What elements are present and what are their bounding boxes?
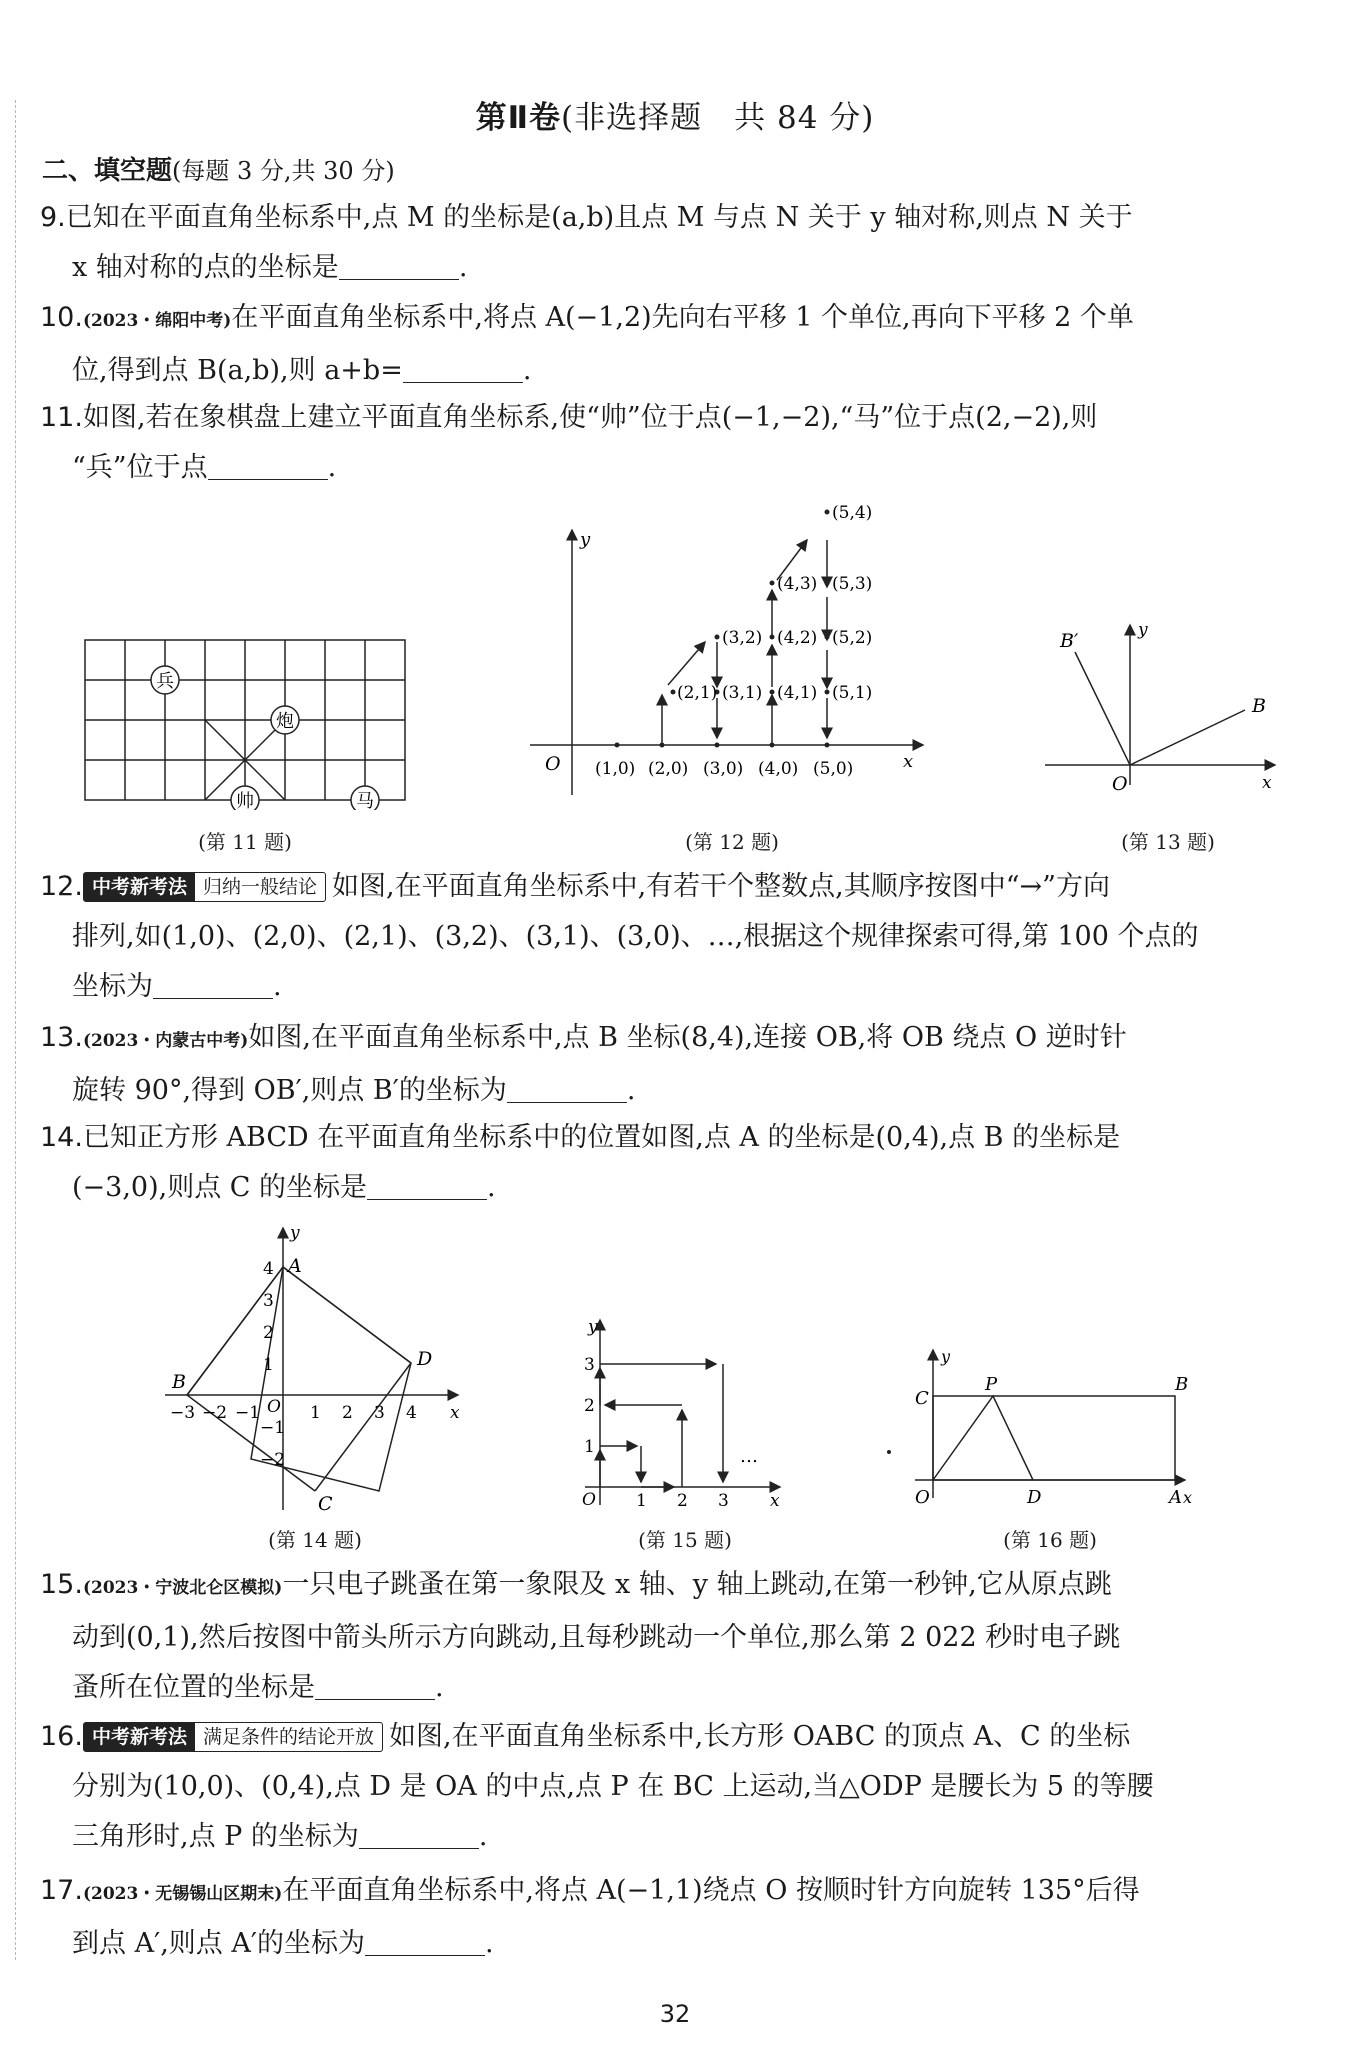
question-number: 16.: [40, 1721, 83, 1752]
paper-section-title: [0, 92, 1350, 137]
x-tick-label: 2: [342, 1403, 353, 1423]
question-text: 如图,在平面直角坐标系中,点 B 坐标(8,4),连接 OB,将 OB 绕点 O 逆时针: [248, 1022, 1127, 1053]
origin-label: O: [545, 753, 561, 775]
point-label: (4,1): [777, 683, 818, 703]
y-tick-label: −2: [260, 1450, 286, 1470]
title-volume: 第Ⅱ卷: [475, 100, 562, 136]
question-text: 旋转 90°,得到 OB′,则点 B′的坐标为: [72, 1075, 507, 1106]
question-number: 14.: [40, 1122, 83, 1153]
x-tick-label: 4: [406, 1403, 417, 1423]
y-tick-label: 1: [263, 1355, 274, 1375]
x-tick-label: −1: [235, 1403, 261, 1423]
x-tick-label: 2: [677, 1491, 688, 1511]
rectangle-oabc: [933, 1396, 1175, 1480]
origin-label: O: [582, 1490, 596, 1510]
point-p-label: P: [985, 1374, 998, 1395]
tag-label: 中考新考法: [84, 1723, 195, 1751]
section-heading: [42, 150, 395, 187]
point-label: (5,1): [832, 683, 873, 703]
punctuation: .: [273, 971, 282, 1002]
segment-ob-prime: [1075, 652, 1130, 765]
question-number: 10.: [40, 302, 83, 333]
point-label: (3,0): [703, 759, 744, 779]
title-note: (非选择题 共 84 分): [561, 100, 875, 136]
answer-blank[interactable]: [208, 451, 328, 480]
answer-blank[interactable]: [315, 1671, 435, 1700]
x-axis-label: x: [1262, 773, 1272, 793]
point-label: (3,2): [722, 628, 763, 648]
point-b-prime-label: B′: [1060, 630, 1079, 652]
y-tick-label: 1: [584, 1437, 595, 1457]
answer-blank[interactable]: [507, 1074, 627, 1103]
question-12: [40, 862, 1320, 1012]
punctuation: .: [522, 355, 532, 386]
question-text: 一只电子跳蚤在第一象限及 x 轴、y 轴上跳动,在第一秒钟,它从原点跳: [282, 1569, 1112, 1600]
tag-label: 中考新考法: [84, 873, 195, 901]
question-text: 如图,若在象棋盘上建立平面直角坐标系,使“帅”位于点(−1,−2),“马”位于点(2,−2),则: [82, 402, 1098, 433]
point-label: (4,0): [758, 759, 799, 779]
question-text: 坐标为: [72, 971, 153, 1002]
question-11: [40, 393, 1320, 493]
y-axis-label: y: [580, 529, 591, 550]
svg-text:兵: 兵: [156, 671, 174, 692]
punctuation: .: [478, 1821, 488, 1852]
chess-piece-bing: [151, 666, 179, 694]
x-tick-label: 3: [718, 1491, 729, 1511]
question-tag: [83, 1722, 383, 1752]
question-number: 11.: [40, 402, 83, 433]
question-text: 蚤所在位置的坐标是: [72, 1672, 315, 1703]
question-text: 动到(0,1),然后按图中箭头所示方向跳动,且每秒跳动一个单位,那么第 2 022 秒时电子跳: [72, 1622, 1121, 1653]
point-a-label: A: [1169, 1487, 1182, 1508]
point-label: (4,3): [777, 574, 818, 594]
svg-text:帅: 帅: [236, 791, 254, 810]
chess-piece-shuai: [231, 786, 259, 810]
figure-14-square: [160, 1220, 470, 1520]
continuation-ellipsis: …: [740, 1446, 758, 1467]
point-label: (5,3): [832, 574, 873, 594]
question-text: 如图,在平面直角坐标系中,有若干个整数点,其顺序按图中“→”方向: [331, 871, 1110, 902]
x-tick-label: −2: [202, 1403, 228, 1423]
question-text: 在平面直角坐标系中,将点 A(−1,2)先向右平移 1 个单位,再向下平移 2 个单: [231, 302, 1134, 333]
chess-piece-pao: [271, 706, 299, 734]
figure-16-caption: (第 16 题): [1003, 1528, 1097, 1552]
question-source: (2023・绵阳中考): [82, 311, 232, 331]
x-axis-label: x: [903, 751, 914, 772]
y-tick-label: 3: [584, 1355, 595, 1375]
point-c-label: C: [318, 1493, 333, 1515]
origin-label: O: [1112, 773, 1128, 795]
question-16: [40, 1712, 1320, 1862]
section-note: (每题 3 分,共 30 分): [172, 157, 395, 185]
punctuation: .: [487, 1172, 496, 1203]
question-14: [40, 1113, 1320, 1213]
figure-11-chessboard: [80, 630, 410, 810]
question-text: 已知在平面直角坐标系中,点 M 的坐标是(a,b)且点 M 与点 N 关于 y 轴对称,则点 N 关于: [65, 202, 1133, 233]
point-label: (2,0): [648, 759, 689, 779]
page-number: 32: [659, 2000, 691, 2028]
figure-13-caption: (第 13 题): [1121, 830, 1215, 854]
x-axis-label: x: [770, 1491, 780, 1511]
answer-blank[interactable]: [359, 1820, 479, 1849]
origin-label: O: [267, 1397, 281, 1417]
question-text: 分别为(10,0)、(0,4),点 D 是 OA 的中点,点 P 在 BC 上运动,当△ODP 是腰长为 5 的等腰: [72, 1771, 1154, 1802]
figure-15-caption: (第 15 题): [638, 1528, 732, 1552]
figure-12-lattice-points: [525, 495, 945, 815]
x-tick-label: −3: [170, 1403, 196, 1423]
answer-blank[interactable]: [153, 970, 273, 999]
y-tick-label: 2: [263, 1323, 274, 1343]
x-tick-label: 1: [636, 1491, 647, 1511]
question-source: (2023・内蒙古中考): [82, 1031, 249, 1051]
question-text: 已知正方形 ABCD 在平面直角坐标系中的位置如图,点 A 的坐标是(0,4),点 B 的坐标是: [82, 1122, 1121, 1153]
point-d-label: D: [1027, 1487, 1042, 1508]
question-13: [40, 1013, 1320, 1116]
question-number: 15.: [40, 1569, 83, 1600]
point-label: (3,1): [722, 683, 763, 703]
point-b-label: B: [172, 1371, 186, 1393]
question-15: [40, 1560, 1320, 1713]
y-axis-label: y: [941, 1347, 951, 1366]
tag-topic: 满足条件的结论开放: [202, 1726, 374, 1748]
question-number: 12.: [40, 871, 83, 902]
point-label: (5,2): [832, 628, 873, 648]
question-source: (2023・宁波北仑区模拟): [82, 1578, 283, 1598]
chess-piece-ma: [351, 786, 379, 810]
figure-15-flea-path: [570, 1310, 790, 1520]
question-text: 排列,如(1,0)、(2,0)、(2,1)、(3,2)、(3,1)、(3,0)、…,根据这个规律探索可得,第 100 个点的: [72, 921, 1199, 952]
question-text: “兵”位于点: [72, 452, 208, 483]
figure-16-rectangle: [885, 1340, 1200, 1520]
x-axis-label: x: [1183, 1488, 1193, 1507]
question-source: (2023・无锡锡山区期末): [82, 1884, 283, 1904]
point-label: (5,4): [832, 503, 873, 523]
svg-text:马: 马: [356, 791, 374, 810]
question-number: 9.: [40, 202, 66, 233]
question-text: 在平面直角坐标系中,将点 A(−1,1)绕点 O 按顺时针方向旋转 135°后得: [282, 1875, 1140, 1906]
punctuation: .: [626, 1075, 636, 1106]
segment-ob: [1130, 710, 1245, 765]
point-c-label: C: [915, 1388, 929, 1409]
triangle-odp: [933, 1396, 1033, 1480]
figure-14-caption: (第 14 题): [268, 1528, 362, 1552]
y-tick-label: 4: [263, 1259, 274, 1279]
figure-11-caption: (第 11 题): [198, 830, 292, 854]
point-label: (2,1): [677, 683, 718, 703]
x-tick-label: 3: [374, 1403, 385, 1423]
answer-blank[interactable]: [367, 1171, 487, 1200]
question-tag: [83, 872, 326, 902]
y-tick-label: 3: [263, 1291, 274, 1311]
y-axis-label: y: [588, 1317, 598, 1337]
origin-label: O: [915, 1487, 930, 1508]
question-17: [40, 1866, 1320, 1969]
punctuation: .: [458, 252, 468, 283]
question-text: 位,得到点 B(a,b),则 a+b=: [72, 355, 403, 386]
point-label: (4,2): [777, 628, 818, 648]
figure-12-caption: (第 12 题): [685, 830, 779, 854]
answer-blank[interactable]: [403, 354, 523, 383]
y-axis-label: y: [290, 1223, 300, 1243]
y-axis-label: y: [1138, 620, 1148, 640]
point-d-label: D: [417, 1348, 433, 1370]
x-tick-label: 1: [310, 1403, 321, 1423]
figure-13-rotation: [1040, 615, 1290, 795]
question-text: 到点 A′,则点 A′的坐标为: [72, 1928, 366, 1959]
question-text: 如图,在平面直角坐标系中,长方形 OABC 的顶点 A、C 的坐标: [388, 1721, 1131, 1752]
section-label: 二、填空题: [42, 156, 173, 186]
question-number: 17.: [40, 1875, 83, 1906]
tag-topic: 归纳一般结论: [202, 876, 317, 898]
y-tick-label: −1: [260, 1418, 286, 1438]
binding-margin-line: [15, 100, 16, 1960]
question-9: [40, 193, 1320, 293]
question-text: (−3,0),则点 C 的坐标是: [72, 1172, 368, 1203]
svg-text:炮: 炮: [276, 711, 294, 732]
point-b-label: B: [1252, 695, 1266, 717]
y-tick-label: 2: [584, 1396, 595, 1416]
point-label: (5,0): [813, 759, 854, 779]
question-text: x 轴对称的点的坐标是: [72, 252, 339, 283]
punctuation: .: [327, 452, 337, 483]
point-a-label: A: [288, 1255, 302, 1277]
question-number: 13.: [40, 1022, 83, 1053]
point-b-label: B: [1175, 1374, 1189, 1395]
punctuation: .: [435, 1672, 444, 1703]
answer-blank[interactable]: [365, 1927, 485, 1956]
answer-blank[interactable]: [339, 251, 459, 280]
question-text: 三角形时,点 P 的坐标为: [72, 1821, 359, 1852]
x-axis-label: x: [450, 1403, 460, 1423]
point-label: (1,0): [595, 759, 636, 779]
punctuation: .: [485, 1928, 494, 1959]
question-10: [40, 293, 1320, 396]
